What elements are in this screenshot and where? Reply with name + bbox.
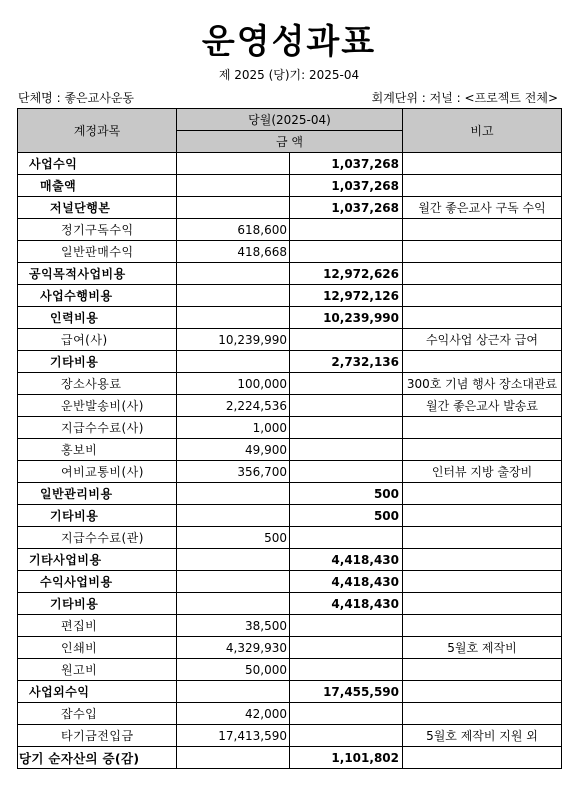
table-row — [18, 659, 562, 681]
note-cell — [403, 593, 562, 615]
subtotal-amount-cell: 4,418,430 — [290, 571, 403, 593]
note-cell — [403, 527, 562, 549]
table-row — [18, 681, 562, 703]
account-name-cell: 정기구독수익 — [18, 219, 177, 241]
subtotal-amount-cell — [290, 659, 403, 681]
subtotal-amount-cell: 17,455,590 — [290, 681, 403, 703]
detail-amount-cell — [177, 153, 290, 175]
table-row — [18, 725, 562, 747]
detail-amount-cell: 4,329,930 — [177, 637, 290, 659]
detail-amount-cell: 618,600 — [177, 219, 290, 241]
detail-amount-cell: 1,000 — [177, 417, 290, 439]
table-row — [18, 219, 562, 241]
detail-amount-cell — [177, 351, 290, 373]
note-cell — [403, 175, 562, 197]
header-note: 비고 — [403, 109, 562, 153]
detail-amount-cell — [177, 681, 290, 703]
note-cell — [403, 747, 562, 769]
subtotal-amount-cell — [290, 725, 403, 747]
detail-amount-cell — [177, 175, 290, 197]
table-row — [18, 175, 562, 197]
note-cell — [403, 241, 562, 263]
table-row — [18, 703, 562, 725]
account-name-cell: 편집비 — [18, 615, 177, 637]
note-cell — [403, 439, 562, 461]
detail-amount-cell — [177, 285, 290, 307]
account-name-cell: 급여(사) — [18, 329, 177, 351]
detail-amount-cell — [177, 483, 290, 505]
detail-amount-cell — [177, 307, 290, 329]
note-cell: 월간 좋은교사 구독 수익 — [403, 197, 562, 219]
table-row — [18, 241, 562, 263]
subtotal-amount-cell — [290, 615, 403, 637]
note-cell — [403, 285, 562, 307]
note-cell — [403, 351, 562, 373]
account-name-cell: 지급수수료(사) — [18, 417, 177, 439]
subtotal-amount-cell: 500 — [290, 483, 403, 505]
account-name-cell: 당기 순자산의 증(감) — [18, 747, 177, 769]
header-month: 당월(2025-04) — [177, 109, 403, 131]
note-cell — [403, 571, 562, 593]
detail-amount-cell: 42,000 — [177, 703, 290, 725]
table-row — [18, 285, 562, 307]
note-cell — [403, 483, 562, 505]
header-account: 계정과목 — [18, 109, 177, 153]
subtotal-amount-cell — [290, 461, 403, 483]
account-name-cell: 인쇄비 — [18, 637, 177, 659]
table-row — [18, 637, 562, 659]
account-name-cell: 기타비용 — [18, 593, 177, 615]
organization-name: 단체명 : 좋은교사운동 — [18, 91, 135, 105]
table-row — [18, 351, 562, 373]
account-name-cell: 장소사용료 — [18, 373, 177, 395]
note-cell: 인터뷰 지방 출장비 — [403, 461, 562, 483]
note-cell: 5월호 제작비 지원 외 — [403, 725, 562, 747]
table-row — [18, 395, 562, 417]
account-name-cell: 일반관리비용 — [18, 483, 177, 505]
note-cell — [403, 505, 562, 527]
table-row — [18, 153, 562, 175]
detail-amount-cell — [177, 571, 290, 593]
table-row — [18, 373, 562, 395]
subtotal-amount-cell: 1,037,268 — [290, 175, 403, 197]
account-name-cell: 일반판매수익 — [18, 241, 177, 263]
detail-amount-cell: 17,413,590 — [177, 725, 290, 747]
note-cell: 300호 기념 행사 장소대관료 — [403, 373, 562, 395]
subtotal-amount-cell: 1,037,268 — [290, 153, 403, 175]
detail-amount-cell: 49,900 — [177, 439, 290, 461]
table-row — [18, 615, 562, 637]
note-cell: 월간 좋은교사 발송료 — [403, 395, 562, 417]
table-row — [18, 263, 562, 285]
account-name-cell: 공익목적사업비용 — [18, 263, 177, 285]
subtotal-amount-cell — [290, 219, 403, 241]
account-name-cell: 사업수행비용 — [18, 285, 177, 307]
account-name-cell: 기타비용 — [18, 351, 177, 373]
table-row — [18, 747, 562, 769]
detail-amount-cell — [177, 549, 290, 571]
note-cell — [403, 417, 562, 439]
note-cell — [403, 549, 562, 571]
account-name-cell: 저널단행본 — [18, 197, 177, 219]
subtotal-amount-cell: 1,037,268 — [290, 197, 403, 219]
account-name-cell: 사업외수익 — [18, 681, 177, 703]
detail-amount-cell: 100,000 — [177, 373, 290, 395]
subtotal-amount-cell — [290, 329, 403, 351]
subtotal-amount-cell — [290, 703, 403, 725]
account-name-cell: 수익사업비용 — [18, 571, 177, 593]
account-name-cell: 원고비 — [18, 659, 177, 681]
detail-amount-cell: 10,239,990 — [177, 329, 290, 351]
table-row — [18, 505, 562, 527]
note-cell — [403, 263, 562, 285]
subtotal-amount-cell: 4,418,430 — [290, 593, 403, 615]
note-cell — [403, 681, 562, 703]
subtotal-amount-cell: 4,418,430 — [290, 549, 403, 571]
subtotal-amount-cell: 500 — [290, 505, 403, 527]
subtotal-amount-cell — [290, 439, 403, 461]
operating-results-table — [17, 108, 562, 769]
subtotal-amount-cell: 1,101,802 — [290, 747, 403, 769]
subtotal-amount-cell: 12,972,126 — [290, 285, 403, 307]
note-cell — [403, 615, 562, 637]
table-row — [18, 307, 562, 329]
detail-amount-cell: 500 — [177, 527, 290, 549]
note-cell: 5월호 제작비 — [403, 637, 562, 659]
detail-amount-cell: 50,000 — [177, 659, 290, 681]
accounting-unit: 회계단위 : 저널 : <프로젝트 전체> — [371, 91, 558, 105]
note-cell — [403, 659, 562, 681]
subtotal-amount-cell: 2,732,136 — [290, 351, 403, 373]
note-cell — [403, 703, 562, 725]
table-row — [18, 527, 562, 549]
note-cell — [403, 307, 562, 329]
subtotal-amount-cell — [290, 417, 403, 439]
account-name-cell: 운반발송비(사) — [18, 395, 177, 417]
header-amount: 금 액 — [177, 131, 403, 153]
table-row — [18, 439, 562, 461]
detail-amount-cell: 2,224,536 — [177, 395, 290, 417]
account-name-cell: 홍보비 — [18, 439, 177, 461]
detail-amount-cell — [177, 505, 290, 527]
detail-amount-cell — [177, 197, 290, 219]
subtotal-amount-cell: 12,972,626 — [290, 263, 403, 285]
detail-amount-cell — [177, 263, 290, 285]
account-name-cell: 사업수익 — [18, 153, 177, 175]
table-row — [18, 549, 562, 571]
detail-amount-cell — [177, 593, 290, 615]
detail-amount-cell: 38,500 — [177, 615, 290, 637]
account-name-cell: 여비교통비(사) — [18, 461, 177, 483]
detail-amount-cell — [177, 747, 290, 769]
note-cell — [403, 153, 562, 175]
report-title: 운영성과표 — [201, 22, 377, 62]
table-row — [18, 593, 562, 615]
report-period: 제 2025 (당)기: 2025-04 — [218, 68, 360, 82]
table-row — [18, 417, 562, 439]
account-name-cell: 지급수수료(관) — [18, 527, 177, 549]
account-name-cell: 타기금전입금 — [18, 725, 177, 747]
subtotal-amount-cell — [290, 395, 403, 417]
subtotal-amount-cell — [290, 373, 403, 395]
table-row — [18, 461, 562, 483]
table-row — [18, 197, 562, 219]
note-cell — [403, 219, 562, 241]
note-cell: 수익사업 상근자 급여 — [403, 329, 562, 351]
account-name-cell: 인력비용 — [18, 307, 177, 329]
account-name-cell: 잡수입 — [18, 703, 177, 725]
subtotal-amount-cell — [290, 241, 403, 263]
table-body — [18, 153, 562, 769]
detail-amount-cell: 418,668 — [177, 241, 290, 263]
subtotal-amount-cell — [290, 527, 403, 549]
subtotal-amount-cell — [290, 637, 403, 659]
table-row — [18, 571, 562, 593]
account-name-cell: 기타비용 — [18, 505, 177, 527]
table-row — [18, 483, 562, 505]
account-name-cell: 기타사업비용 — [18, 549, 177, 571]
subtotal-amount-cell: 10,239,990 — [290, 307, 403, 329]
account-name-cell: 매출액 — [18, 175, 177, 197]
table-row — [18, 329, 562, 351]
detail-amount-cell: 356,700 — [177, 461, 290, 483]
